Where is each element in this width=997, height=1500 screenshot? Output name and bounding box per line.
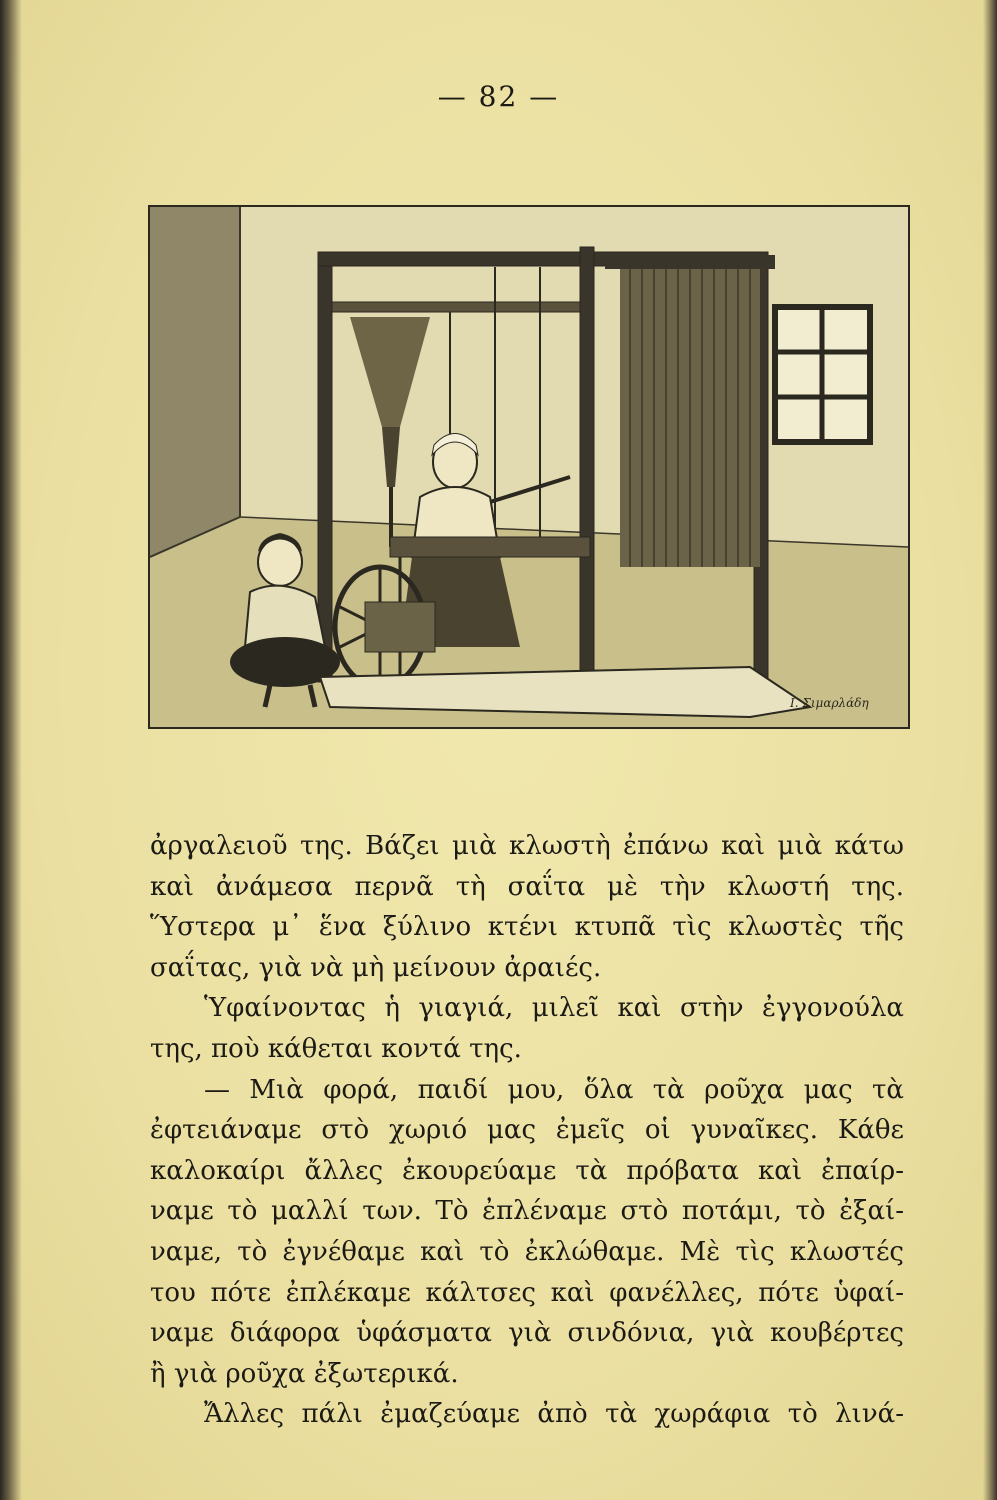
text-line: ἀργαλειοῦ της. Βάζει μιὰ κλωστὴ ἐπάνω καὶ μιὰ κάτω — [150, 831, 904, 861]
text-line: ναμε τὸ μαλλί των. Τὸ ἐπλέναμε στὸ ποτάμι, τὸ ἐξαί- — [150, 1196, 904, 1227]
artist-signature: Ι. Σιμαρλάδη — [790, 696, 869, 710]
warp-cloth — [605, 255, 775, 567]
page-shadow-right — [983, 0, 997, 1500]
page-number: — 82 — — [437, 80, 560, 113]
text-line: καὶ ἀνάμεσα περνᾶ τὴ σαΐτα μὲ τὴν κλωστή της. — [150, 871, 904, 902]
text-line: της, ποὺ κάθεται κοντά της. — [150, 1033, 522, 1064]
body-text — [150, 826, 904, 1435]
window — [775, 307, 870, 442]
text-line: του πότε ἐπλέκαμε κάλτσες καὶ φανέλλες, πότε ὑφαί- — [150, 1277, 904, 1308]
paragraph-2 — [150, 988, 904, 1069]
text-line: Ὑφαίνοντας ἡ γιαγιά, μιλεῖ καὶ στὴν ἐγγονούλα — [204, 993, 904, 1024]
paragraph-1 — [150, 826, 904, 988]
text-line: καλοκαίρι ἄλλες ἐκουρεύαμε τὰ πρόβατα καὶ ἐπαίρ- — [150, 1155, 904, 1186]
text-line: ναμε, τὸ ἐγνέθαμε καὶ τὸ ἐκλώθαμε. Μὲ τὶς κλωστές — [150, 1236, 904, 1267]
text-line: Ἄλλες πάλι ἐμαζεύαμε ἀπὸ τὰ χωράφια τὸ λινά- — [204, 1399, 904, 1430]
paragraph-4 — [150, 1394, 904, 1435]
text-line: Ὕστερα μ᾽ ἕνα ξύλινο κτένι κτυπᾶ τὶς κλωστὲς τῆς — [150, 912, 904, 943]
text-line: ἐφτειάναμε στὸ χωριό μας ἐμεῖς οἱ γυναῖκες. Κάθε — [150, 1115, 904, 1146]
page-shadow-left — [0, 0, 22, 1500]
text-line: — Μιὰ φορά, παιδί μου, ὅλα τὰ ροῦχα μας τὰ — [204, 1074, 904, 1105]
text-line: ναμε διάφορα ὑφάσματα γιὰ σινδόνια, γιὰ κουβέρτες — [150, 1318, 904, 1349]
text-line: ἢ γιὰ ροῦχα ἐξωτερικά. — [150, 1358, 459, 1389]
paragraph-3 — [150, 1070, 904, 1395]
loom-illustration — [148, 205, 910, 729]
text-line: σαΐτας, γιὰ νὰ μὴ μείνουν ἀραιές. — [150, 952, 602, 983]
